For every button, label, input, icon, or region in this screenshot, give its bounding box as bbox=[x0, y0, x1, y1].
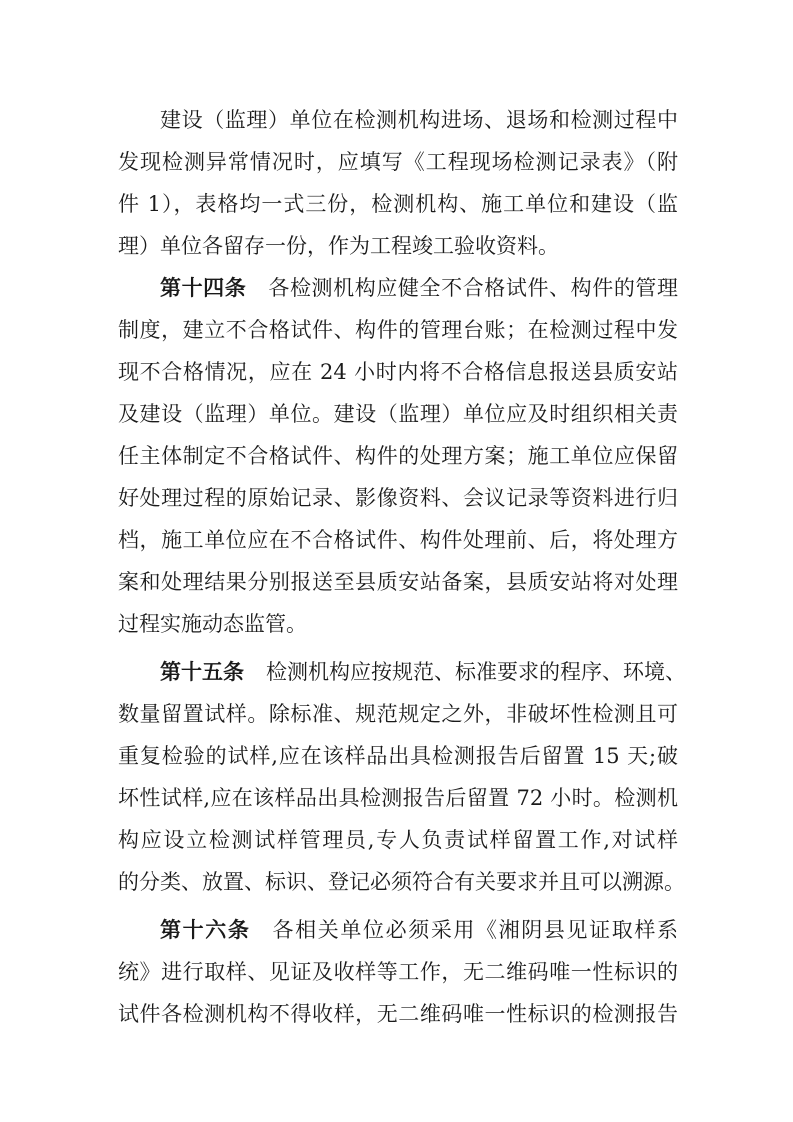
article-15-line-2: 数量留置试样。除标准、规范规定之外，非破坏性检测且可 bbox=[118, 702, 678, 726]
article-15-line-6: 的分类、放置、标识、登记必须符合有关要求并且可以溯源。 bbox=[118, 870, 685, 894]
article-14-line-5: 任主体制定不合格试件、构件的处理方案；施工单位应保留 bbox=[118, 444, 678, 468]
article-15-line-3: 重复检验的试样,应在该样品出具检测报告后留置 15 天;破 bbox=[118, 744, 678, 768]
article-14-first-line bbox=[160, 273, 678, 303]
article-15-first-line bbox=[160, 657, 686, 687]
article-14-line-9: 过程实施动态监管。 bbox=[118, 612, 307, 636]
article-16-line-2: 统》进行取样、见证及收样等工作，无二维码唯一性标识的 bbox=[118, 960, 678, 984]
article-14-line-7: 档，施工单位应在不合格试件、构件处理前、后，将处理方 bbox=[118, 528, 678, 552]
paragraph-1-line-2: 发现检测异常情况时，应填写《工程现场检测记录表》（附 bbox=[118, 150, 678, 174]
article-14-line-2: 制度，建立不合格试件、构件的管理台账；在检测过程中发 bbox=[118, 318, 678, 342]
paragraph-1-line-1: 建设（监理）单位在检测机构进场、退场和检测过程中 bbox=[160, 108, 678, 132]
paragraph-1-line-3: 件 1），表格均一式三份，检测机构、施工单位和建设（监 bbox=[118, 192, 678, 216]
article-15-line-1: 检测机构应按规范、标准要求的程序、环境、 bbox=[266, 660, 686, 684]
article-14-line-4: 及建设（监理）单位。建设（监理）单位应及时组织相关责 bbox=[118, 402, 678, 426]
article-16-line-3: 试件各检测机构不得收样，无二维码唯一性标识的检测报告 bbox=[118, 1002, 678, 1026]
article-16-heading: 第十六条 bbox=[160, 917, 251, 942]
article-16-line-1: 各相关单位必须采用《湘阴县见证取样系 bbox=[272, 918, 679, 942]
article-15-line-4: 坏性试样,应在该样品出具检测报告后留置 72 小时。检测机 bbox=[118, 786, 678, 810]
article-14-line-6: 好处理过程的原始记录、影像资料、会议记录等资料进行归 bbox=[118, 486, 678, 510]
article-14-line-8: 案和处理结果分别报送至县质安站备案，县质安站将对处理 bbox=[118, 570, 678, 594]
article-15-line-5: 构应设立检测试样管理员,专人负责试样留置工作,对试样 bbox=[118, 828, 678, 852]
paragraph-1-line-4: 理）单位各留存一份，作为工程竣工验收资料。 bbox=[118, 234, 559, 258]
article-14-line-3: 现不合格情况，应在 24 小时内将不合格信息报送县质安站 bbox=[118, 360, 678, 384]
article-16-first-line bbox=[160, 915, 678, 945]
article-14-line-1: 各检测机构应健全不合格试件、构件的管理 bbox=[268, 276, 679, 300]
article-14-heading: 第十四条 bbox=[160, 275, 247, 300]
article-15-heading: 第十五条 bbox=[160, 659, 244, 684]
